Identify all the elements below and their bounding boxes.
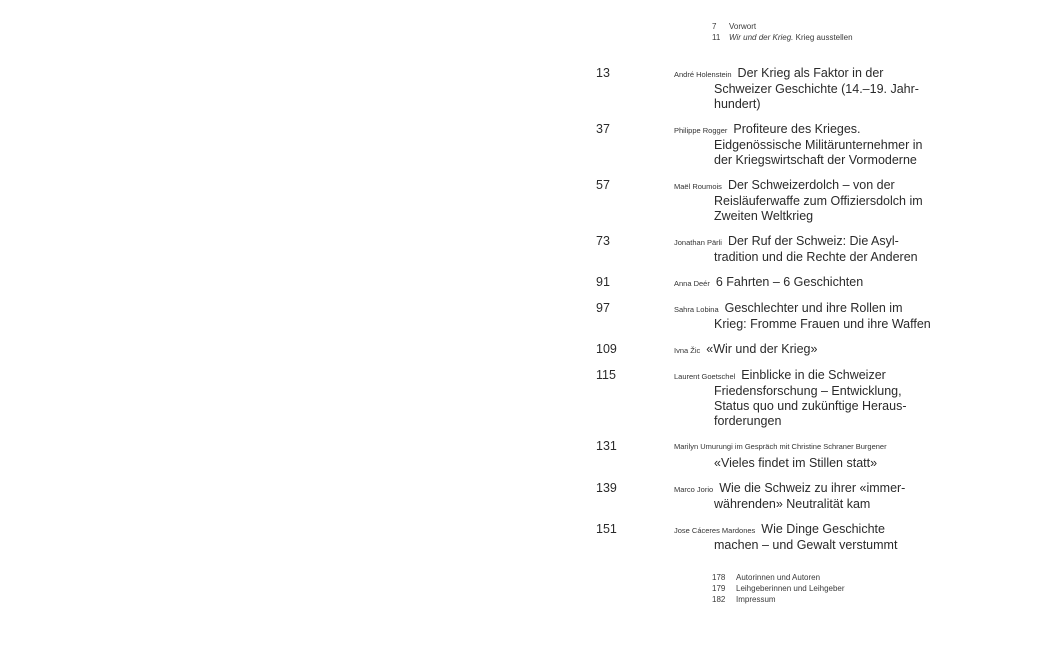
toc-title-continuation: Schweizer Geschichte (14.–19. Jahr- <box>714 82 919 96</box>
front-matter-page: 11 <box>712 33 721 42</box>
toc-entry-first-line <box>674 275 956 291</box>
toc-entry-body <box>596 178 956 224</box>
toc-entry-body <box>596 234 956 265</box>
toc-title-continuation: tradition und die Rechte der Anderen <box>714 250 918 264</box>
front-matter-title-rest: Krieg ausstellen <box>795 33 853 42</box>
toc-title: Wie Dinge Geschichte <box>761 522 885 536</box>
toc-entry-first-line <box>674 234 956 250</box>
toc-entry-first-line <box>674 178 956 194</box>
front-matter-item <box>712 21 853 32</box>
toc-author: Jonathan Pärli <box>674 238 722 247</box>
toc-entry <box>596 122 956 168</box>
back-matter-title: Leihgeberinnen und Leihgeber <box>736 584 845 593</box>
toc-author: Marco Jorio <box>674 485 714 494</box>
toc-page-number: 97 <box>596 301 610 315</box>
toc-entry <box>596 234 956 265</box>
toc-page-number: 13 <box>596 66 610 80</box>
front-matter-page: 7 <box>712 22 717 31</box>
front-matter-title-italic: Wir und der Krieg. <box>729 33 794 42</box>
toc-entry-first-line <box>674 481 956 497</box>
toc-title-continuation: Krieg: Fromme Frauen und ihre Waffen <box>714 317 931 331</box>
toc-author: Sahra Lobina <box>674 305 719 314</box>
toc-entry <box>596 301 956 332</box>
toc-title-continuation: währenden» Neutralität kam <box>714 497 871 511</box>
toc-title-continuation: hundert) <box>714 97 761 111</box>
toc-title-continuation: Reisläuferwaffe zum Offiziersdolch im <box>714 194 923 208</box>
toc-title: «Wir und der Krieg» <box>706 342 818 356</box>
toc-author: Philippe Rogger <box>674 126 728 135</box>
toc-entry-first-line <box>674 66 956 82</box>
toc-page-number: 109 <box>596 342 617 356</box>
toc-title-continuation: forderungen <box>714 414 782 428</box>
toc-author: Laurent Goetschel <box>674 372 736 381</box>
toc-entry-body <box>596 66 956 112</box>
toc-author: Jose Cáceres Mardones <box>674 526 756 535</box>
toc-entry-body <box>596 522 956 553</box>
back-matter-title: Autorinnen und Autoren <box>736 573 821 582</box>
toc-page-number: 139 <box>596 481 617 495</box>
toc-entry-body <box>596 481 956 512</box>
toc-title: Wie die Schweiz zu ihrer «immer- <box>719 481 906 495</box>
toc-title-continuation: Zweiten Weltkrieg <box>714 209 814 223</box>
toc-title: 6 Fahrten – 6 Geschichten <box>715 275 864 289</box>
toc-entry-body <box>596 368 956 429</box>
toc-entry-first-line <box>674 439 956 454</box>
toc-entry-body <box>596 342 956 358</box>
toc-page-number: 57 <box>596 178 610 192</box>
toc-title: Der Ruf der Schweiz: Die Asyl- <box>727 234 899 248</box>
toc-page-number: 131 <box>596 439 617 453</box>
toc-title: Der Krieg als Faktor in der <box>737 66 884 80</box>
toc-entry-first-line <box>674 368 956 384</box>
back-matter-item <box>712 594 845 605</box>
toc-page-number: 151 <box>596 522 617 536</box>
back-matter-title: Impressum <box>736 595 776 604</box>
toc-entry-body <box>596 275 956 291</box>
toc-title-continuation: machen – und Gewalt verstummt <box>714 538 898 552</box>
toc-title-continuation: Friedensforschung – Entwicklung, <box>714 384 902 398</box>
toc-entry-body <box>596 439 956 471</box>
toc-page-number: 37 <box>596 122 610 136</box>
toc-entry-first-line <box>674 342 956 358</box>
front-matter-list <box>712 21 853 43</box>
toc-entry <box>596 275 956 291</box>
toc-title-continuation: der Kriegswirtschaft der Vormoderne <box>714 153 917 167</box>
toc-page-number: 91 <box>596 275 610 289</box>
toc-title-continuation: Status quo und zukünftige Heraus- <box>714 399 907 413</box>
toc-author: Maël Roumois <box>674 182 722 191</box>
back-matter-item <box>712 583 845 594</box>
toc-title: Der Schweizerdolch – von der <box>727 178 895 192</box>
toc-entry <box>596 368 956 429</box>
back-matter-page: 179 <box>712 584 726 593</box>
toc-entry <box>596 439 956 471</box>
toc-entry-first-line <box>674 301 956 317</box>
back-matter-page: 178 <box>712 573 726 582</box>
toc-entry <box>596 66 956 112</box>
toc-entry-body <box>596 301 956 332</box>
toc-page-number: 73 <box>596 234 610 248</box>
toc-title: Geschlechter und ihre Rollen im <box>724 301 903 315</box>
toc-entry <box>596 178 956 224</box>
front-matter-item <box>712 32 853 43</box>
back-matter-item <box>712 572 845 583</box>
toc-entry-first-line <box>674 122 956 138</box>
toc-author: Marilyn Umurungi im Gespräch mit Christine Schraner Burgener <box>674 442 887 451</box>
toc-page-number: 115 <box>596 368 616 382</box>
toc-title: Profiteure des Krieges. <box>733 122 861 136</box>
toc-entries <box>596 66 956 563</box>
toc-entry-first-line <box>674 522 956 538</box>
back-matter-page: 182 <box>712 595 726 604</box>
toc-entry <box>596 342 956 358</box>
toc-author: André Holenstein <box>674 70 732 79</box>
front-matter-title: Vorwort <box>729 22 757 31</box>
toc-author: Anna Deér <box>674 279 710 288</box>
front-matter-title <box>729 32 853 43</box>
toc-entry <box>596 522 956 553</box>
toc-entry <box>596 481 956 512</box>
toc-title-continuation: Eidgenössische Militärunternehmer in <box>714 138 923 152</box>
back-matter-list <box>712 572 845 605</box>
toc-author: Ivna Žic <box>674 346 701 355</box>
toc-entry-body <box>596 122 956 168</box>
toc-title: Einblicke in die Schweizer <box>741 368 886 382</box>
toc-title-continuation: «Vieles findet im Stillen statt» <box>714 456 878 470</box>
